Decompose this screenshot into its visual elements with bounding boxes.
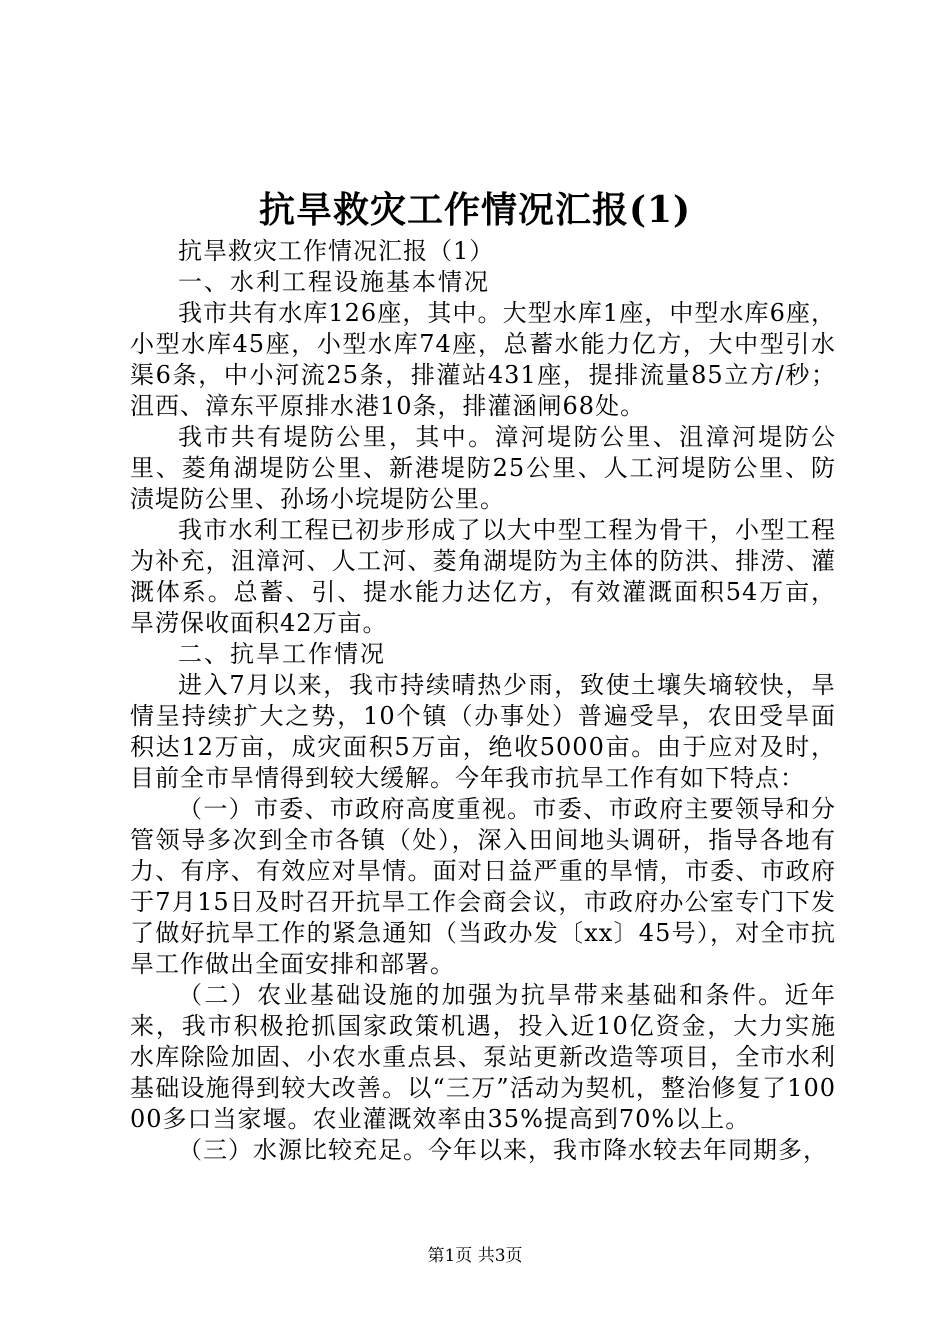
section-heading-1: 一、水利工程设施基本情况: [178, 268, 490, 296]
page-footer: 第1页 共3页: [427, 1246, 523, 1266]
body-paragraph: 我市水利工程已初步形成了以大中型工程为骨干，小型工程为补充，沮漳河、人工河、菱角湖堤防为主体的防洪、排涝、灌溉体系。总蓄、引、提水能力达亿方，有效灌溉面积54万亩，旱涝保收面积42万亩。: [130, 516, 836, 637]
section-heading-2: 二、抗旱工作情况: [178, 640, 386, 668]
document-body: [130, 236, 836, 1166]
subtitle-paragraph: 抗旱救灾工作情况汇报（1）: [178, 237, 495, 265]
body-paragraph: 我市共有堤防公里，其中。漳河堤防公里、沮漳河堤防公里、菱角湖堤防公里、新港堤防25公里、人工河堤防公里、防渍堤防公里、孙场小垸堤防公里。: [130, 423, 836, 513]
body-paragraph: 进入7月以来，我市持续晴热少雨，致使土壤失墒较快，旱情呈持续扩大之势，10个镇（办事处）普遍受旱，农田受旱面积达12万亩，成灾面积5万亩，绝收5000亩。由于应对及时，目前全市旱情得到较大缓解。今年我市抗旱工作有如下特点：: [130, 671, 836, 792]
body-paragraph: 我市共有水库126座，其中。大型水库1座，中型水库6座，小型水库45座，小型水库74座，总蓄水能力亿方，大中型引水渠6条，中小河流25条，排灌站431座，提排流量85立方/秒；沮西、漳东平原排水港10条，排灌涵闸68处。: [130, 299, 836, 420]
body-paragraph: （一）市委、市政府高度重视。市委、市政府主要领导和分管领导多次到全市各镇（处），深入田间地头调研，指导各地有力、有序、有效应对旱情。面对日益严重的旱情，市委、市政府于7月15日及时召开抗旱工作会商会议，市政府办公室专门下发了做好抗旱工作的紧急通知（当政办发〔xx〕45号），对全市抗旱工作做出全面安排和部署。: [130, 795, 836, 978]
document-title: 抗旱救灾工作情况汇报(1): [258, 189, 692, 231]
body-paragraph: （三）水源比较充足。今年以来，我市降水较去年同期多，: [178, 1136, 828, 1164]
body-paragraph: （二）农业基础设施的加强为抗旱带来基础和条件。近年来，我市积极抢抓国家政策机遇，投入近10亿资金，大力实施水库除险加固、小农水重点县、泵站更新改造等项目，全市水利基础设施得到较大改善。以“三万”活动为契机，整治修复了10000多口当家堰。农业灌溉效率由35%提高到70%以上。: [130, 981, 836, 1133]
